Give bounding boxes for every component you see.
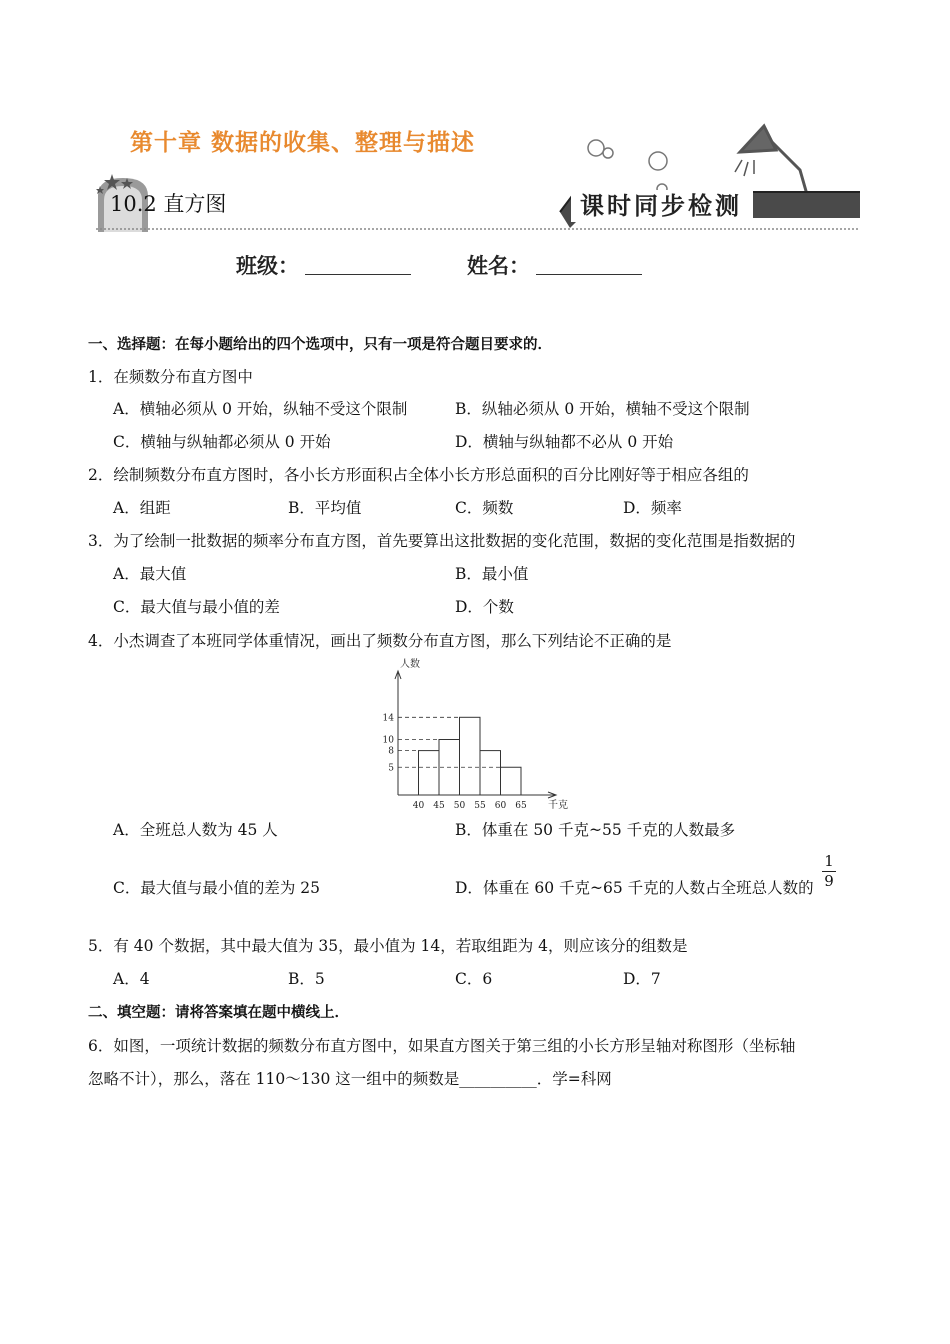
- section-title: 10.2 直方图: [110, 192, 227, 216]
- histogram-bar: [480, 751, 501, 795]
- name-label: 姓名：: [467, 253, 530, 278]
- q4-option-d[interactable]: D．体重在 60 千克~65 千克的人数占全班总人数的: [455, 879, 814, 897]
- x-tick-label: 60: [494, 801, 507, 811]
- q2-option-d[interactable]: D．频率: [623, 499, 682, 517]
- histogram-bar: [419, 751, 440, 795]
- class-label: 班级：: [236, 253, 299, 278]
- q1-option-b[interactable]: B．纵轴必须从 0 开始，横轴不受这个限制: [455, 400, 750, 418]
- x-tick-label: 50: [453, 801, 466, 811]
- weight-histogram: [360, 655, 580, 815]
- part1-heading: 一、选择题：在每小题给出的四个选项中，只有一项是符合题目要求的．: [88, 337, 552, 353]
- y-tick-label: 10: [382, 735, 394, 746]
- name-field: [467, 250, 642, 280]
- q5-stem: 5．有 40 个数据，其中最大值为 35，最小值为 14，若取组距为 4，则应该分的组数是: [88, 937, 688, 955]
- q2-option-c[interactable]: C．频数: [455, 499, 514, 517]
- q1-option-d[interactable]: D．横轴与纵轴都不必从 0 开始: [455, 433, 674, 451]
- q1-option-c[interactable]: C．横轴与纵轴都必须从 0 开始: [113, 433, 331, 451]
- bubble-icon: [649, 152, 667, 170]
- q2-option-b[interactable]: B．平均值: [288, 499, 362, 517]
- x-tick-label: 45: [433, 801, 445, 811]
- histogram-bar: [501, 767, 522, 795]
- y-tick-label: 5: [388, 763, 394, 774]
- class-blank[interactable]: [305, 256, 411, 275]
- bubble-icon: [603, 148, 613, 158]
- q5-option-b[interactable]: B．5: [288, 970, 325, 988]
- q2-option-a[interactable]: A．组距: [113, 499, 171, 517]
- q1-option-a[interactable]: A．横轴必须从 0 开始，纵轴不受这个限制: [113, 400, 408, 418]
- bubble-icon: [588, 140, 604, 156]
- q4-option-d-fraction: [822, 852, 836, 891]
- part2-heading: 二、填空题：请将答案填在题中横线上．: [88, 1005, 349, 1021]
- q6-line1: 6．如图，一项统计数据的频数分布直方图中，如果直方图关于第三组的小长方形呈轴对称图形（坐标轴: [88, 1037, 796, 1055]
- name-blank[interactable]: [536, 256, 642, 275]
- q1-stem: 1．在频数分布直方图中: [88, 368, 253, 386]
- q3-option-d[interactable]: D．个数: [455, 598, 514, 616]
- q3-option-b[interactable]: B．最小值: [455, 565, 529, 583]
- x-tick-label: 40: [412, 801, 425, 811]
- fraction-numerator: 1: [822, 852, 836, 872]
- q2-stem: 2．绘制频数分布直方图时，各小长方形面积占全体小长方形总面积的百分比刚好等于相应各组的: [88, 466, 749, 484]
- histogram-bar: [460, 717, 481, 795]
- class-field: [236, 250, 411, 280]
- y-tick-label: 14: [382, 713, 394, 724]
- fraction-denominator: 9: [824, 872, 834, 890]
- brand-title: 课时同步检测: [580, 191, 742, 220]
- y-axis-label: 人数: [400, 659, 420, 670]
- x-axis-label: 千克: [548, 800, 568, 811]
- x-tick-label: 55: [474, 801, 486, 811]
- q6-line2: 忽略不计），那么，落在 110～130 这一组中的频数是__________．学=科网: [88, 1070, 612, 1088]
- chapter-title: 第十章 数据的收集、整理与描述: [130, 130, 476, 156]
- q3-stem: 3．为了绘制一批数据的频率分布直方图，首先要算出这批数据的变化范围，数据的变化范围是指数据的: [88, 532, 796, 550]
- q3-option-c[interactable]: C．最大值与最小值的差: [113, 598, 280, 616]
- q3-option-a[interactable]: A．最大值: [113, 565, 187, 583]
- q4-option-c[interactable]: C．最大值与最小值的差为 25: [113, 879, 321, 897]
- y-tick-label: 8: [388, 746, 394, 757]
- q5-option-c[interactable]: C．6: [455, 970, 493, 988]
- x-tick-label: 65: [515, 801, 527, 811]
- q4-option-b[interactable]: B．体重在 50 千克~55 千克的人数最多: [455, 821, 736, 839]
- q5-option-d[interactable]: D．7: [623, 970, 661, 988]
- q5-option-a[interactable]: A．4: [113, 970, 150, 988]
- q4-stem: 4．小杰调查了本班同学体重情况，画出了频数分布直方图，那么下列结论不正确的是: [88, 632, 672, 650]
- q4-option-a[interactable]: A．全班总人数为 45 人: [113, 821, 278, 839]
